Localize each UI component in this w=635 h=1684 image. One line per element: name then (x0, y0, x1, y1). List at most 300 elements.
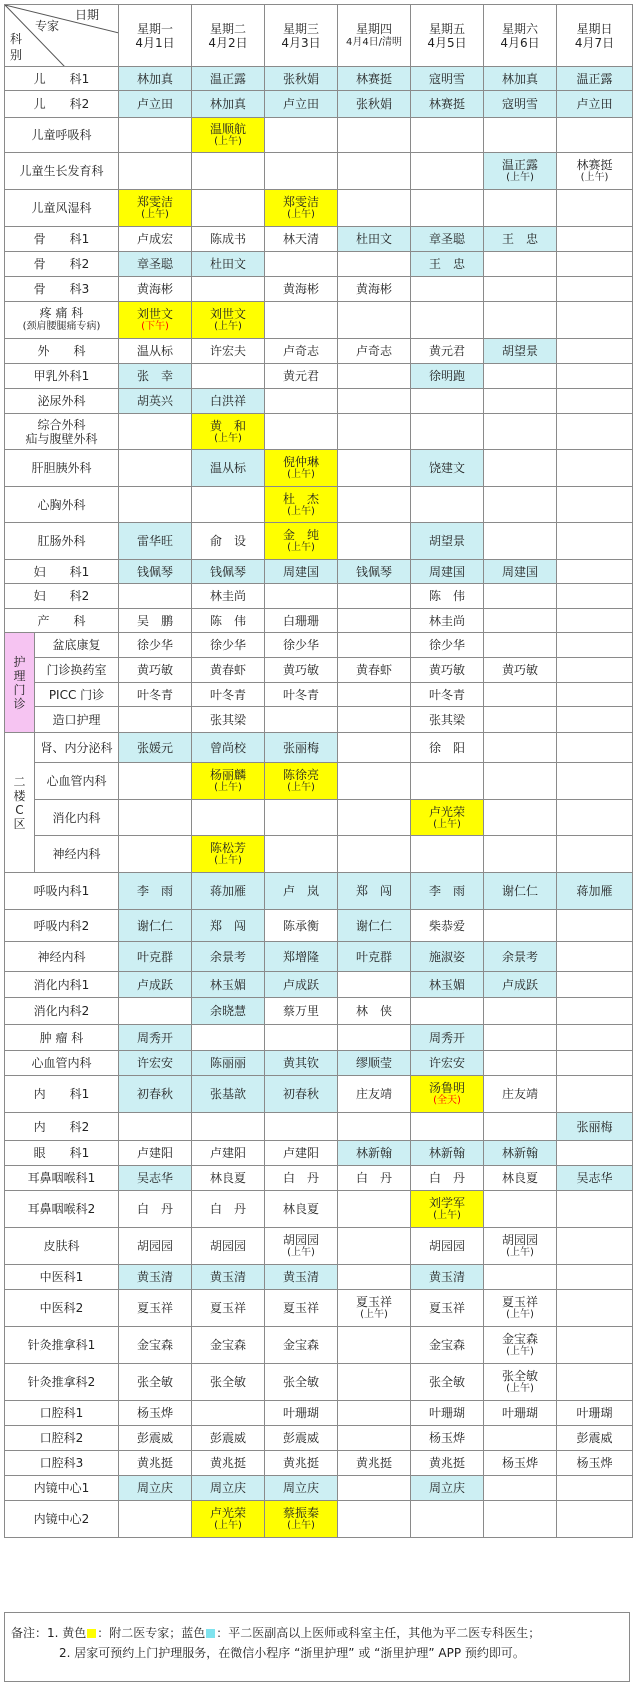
doctor-cell (265, 1076, 338, 1113)
doctor-name: 温正露 (501, 158, 538, 172)
doctor-cell (192, 1327, 265, 1364)
session-note: (上午) (506, 1247, 534, 1258)
doctor-cell (338, 584, 411, 609)
doctor-cell (119, 91, 192, 118)
doctor-cell (265, 1476, 338, 1501)
weekday-label: 星期三 (282, 21, 319, 36)
schedule-row (5, 1426, 633, 1451)
doctor-cell (119, 339, 192, 364)
doctor-name: 黄春虾 (355, 663, 392, 677)
doctor-name: 谢仁仁 (501, 884, 538, 898)
dept-cell (5, 972, 119, 998)
doctor-cell (119, 1501, 192, 1538)
dept-name: 肿 瘤 科 (39, 1030, 84, 1045)
session-note: (上午) (506, 172, 534, 183)
doctor-cell (557, 707, 633, 733)
doctor-name: 林圭尚 (428, 613, 465, 628)
doctor-cell (484, 1401, 557, 1426)
session-note: (上午) (141, 209, 169, 220)
doctor-cell (265, 252, 338, 277)
doctor-cell (338, 1426, 411, 1451)
doctor-name: 夏玉祥 (501, 1295, 538, 1309)
doctor-cell (192, 1476, 265, 1501)
doctor-name: 林新翰 (501, 1146, 538, 1160)
doctor-cell (119, 560, 192, 584)
doctor-cell (265, 560, 338, 584)
doctor-cell (192, 998, 265, 1025)
dept-cell (35, 658, 119, 683)
doctor-cell (411, 560, 484, 584)
schedule-row (5, 450, 633, 487)
dept-name: 耳鼻咽喉科1 (27, 1171, 96, 1185)
date-label: 4月1日 (135, 35, 175, 50)
dept-name: 妇 科1 (33, 564, 90, 579)
doctor-name: 温正露 (576, 71, 613, 86)
dept-name: 中医科2 (39, 1301, 84, 1315)
doctor-cell (484, 1290, 557, 1327)
doctor-name: 俞 设 (209, 534, 246, 548)
footer-line-2: 2. 居家可预约上门护理服务，在微信小程序 “浙里护理” 或 “浙里护理” APP 预约即可。 (59, 1646, 525, 1660)
date-label: 4月3日 (281, 35, 321, 50)
doctor-name: 林良夏 (501, 1171, 538, 1185)
doctor-cell (557, 1141, 633, 1166)
doctor-cell (119, 67, 192, 91)
doctor-name: 叶珊瑚 (501, 1406, 538, 1420)
dept-name: 消化内科1 (33, 977, 90, 992)
doctor-name: 林 侠 (355, 1004, 392, 1018)
doctor-name: 林新翰 (428, 1146, 465, 1160)
doctor-cell (338, 1191, 411, 1228)
doctor-cell (119, 302, 192, 339)
doctor-cell (265, 302, 338, 339)
doctor-cell (192, 227, 265, 252)
dept-cell (5, 873, 119, 910)
doctor-name: 王 忠 (501, 232, 538, 246)
schedule-row (5, 487, 633, 523)
doctor-name: 叶珊瑚 (576, 1406, 613, 1420)
session-note: (上午) (287, 505, 315, 517)
dept-cell (35, 763, 119, 800)
doctor-name: 胡望景 (501, 344, 538, 358)
doctor-cell (557, 942, 633, 972)
doctor-name: 彭震威 (209, 1431, 246, 1445)
doctor-name: 卢立田 (136, 97, 173, 111)
doctor-name: 黄春虾 (209, 663, 246, 677)
doctor-name: 黄巧敏 (501, 663, 538, 677)
doctor-cell (557, 364, 633, 389)
doctor-cell (484, 584, 557, 609)
dept-name: 呼吸内科2 (33, 918, 90, 933)
doctor-cell (265, 1501, 338, 1538)
schedule-row (5, 364, 633, 389)
schedule-table (4, 4, 633, 1538)
doctor-cell (265, 227, 338, 252)
date-label: 4月4日/清明 (345, 36, 403, 48)
doctor-cell (119, 836, 192, 873)
dept-name: 泌尿外科 (37, 394, 86, 408)
doctor-cell (484, 733, 557, 763)
doctor-cell (484, 1051, 557, 1076)
doctor-cell (557, 800, 633, 836)
schedule-row (5, 1141, 633, 1166)
doctor-name: 杜 杰 (282, 491, 319, 506)
doctor-cell (484, 227, 557, 252)
doctor-cell (119, 1364, 192, 1401)
doctor-cell (265, 972, 338, 998)
doctor-cell (265, 450, 338, 487)
schedule-row (5, 836, 633, 873)
doctor-cell (484, 873, 557, 910)
doctor-cell (557, 1051, 633, 1076)
dept-name: 针灸推拿科2 (27, 1375, 96, 1389)
doctor-name: 胡园园 (501, 1233, 538, 1247)
doctor-cell (338, 1364, 411, 1401)
doctor-cell (119, 1327, 192, 1364)
doctor-cell (484, 1166, 557, 1191)
doctor-cell (338, 763, 411, 800)
doctor-cell (119, 998, 192, 1025)
doctor-cell (557, 190, 633, 227)
footer-text-a: 备注：1. 黄色 (11, 1626, 87, 1640)
doctor-cell (484, 364, 557, 389)
doctor-cell (338, 910, 411, 942)
doctor-cell (484, 1426, 557, 1451)
footer-line-1 (11, 1623, 623, 1643)
doctor-cell (192, 487, 265, 523)
session-note: (上午) (287, 1247, 315, 1258)
doctor-cell (411, 1051, 484, 1076)
schedule-row (5, 1113, 633, 1141)
doctor-cell (338, 414, 411, 450)
schedule-row (5, 1327, 633, 1364)
doctor-cell (557, 683, 633, 707)
session-note: (上午) (433, 1210, 461, 1221)
doctor-cell (192, 190, 265, 227)
doctor-cell (484, 763, 557, 800)
doctor-cell (411, 227, 484, 252)
dept-name: 呼吸内科1 (33, 884, 90, 898)
doctor-name: 林赛挺 (428, 97, 465, 111)
doctor-name: 钱佩琴 (136, 564, 173, 579)
doctor-name: 彭震威 (282, 1431, 319, 1445)
doctor-name: 倪仲琳 (282, 455, 319, 469)
doctor-name: 郑 闯 (355, 884, 392, 898)
doctor-name: 夏玉祥 (428, 1301, 465, 1315)
doctor-cell (484, 153, 557, 190)
doctor-name: 庄友靖 (355, 1087, 392, 1101)
doctor-cell (338, 118, 411, 153)
doctor-cell (338, 658, 411, 683)
doctor-name: 杜田文 (209, 257, 246, 271)
doctor-name: 卢光荣 (209, 1506, 246, 1520)
doctor-name: 金宝森 (136, 1338, 173, 1352)
dept-name: 内 科2 (33, 1119, 90, 1134)
doctor-cell (192, 364, 265, 389)
doctor-cell (411, 1364, 484, 1401)
doctor-cell (484, 339, 557, 364)
doctor-name: 胡望景 (428, 534, 465, 548)
yellow-swatch (87, 1629, 96, 1638)
doctor-cell (557, 1076, 633, 1113)
doctor-cell (411, 836, 484, 873)
header-corner (5, 5, 119, 67)
doctor-cell (192, 67, 265, 91)
schedule-row (5, 800, 633, 836)
doctor-cell (557, 91, 633, 118)
schedule-row (5, 763, 633, 800)
doctor-cell (338, 1228, 411, 1265)
day-header-3 (265, 5, 338, 67)
doctor-cell (192, 1265, 265, 1290)
doctor-name: 黄巧敏 (282, 663, 319, 677)
doctor-cell (119, 1265, 192, 1290)
doctor-cell (338, 450, 411, 487)
schedule-row (5, 998, 633, 1025)
doctor-name: 蒋加雁 (576, 884, 613, 898)
doctor-name: 蔡万里 (282, 1004, 319, 1018)
doctor-name: 徐少华 (282, 638, 319, 652)
doctor-cell (557, 1364, 633, 1401)
doctor-name: 张全敏 (282, 1375, 319, 1389)
doctor-cell (192, 972, 265, 998)
doctor-name: 柴恭爱 (428, 918, 465, 933)
doctor-cell (557, 1265, 633, 1290)
dept-cell (5, 1076, 119, 1113)
doctor-cell (557, 302, 633, 339)
doctor-cell (192, 942, 265, 972)
doctor-name: 郑雯洁 (282, 195, 319, 209)
doctor-cell (192, 302, 265, 339)
doctor-cell (265, 1265, 338, 1290)
doctor-cell (265, 609, 338, 633)
dept-cell (5, 414, 119, 450)
doctor-cell (484, 683, 557, 707)
doctor-name: 林加真 (501, 71, 538, 86)
doctor-cell (265, 1228, 338, 1265)
doctor-cell (411, 414, 484, 450)
dept-cell (35, 800, 119, 836)
session-note: (上午) (506, 1309, 534, 1320)
doctor-cell (338, 1451, 411, 1476)
doctor-name: 吴志华 (576, 1171, 613, 1185)
doctor-cell (338, 1327, 411, 1364)
doctor-name: 金宝森 (282, 1338, 319, 1352)
schedule-row (5, 277, 633, 302)
dept-cell (5, 942, 119, 972)
doctor-cell (119, 1290, 192, 1327)
doctor-cell (192, 1166, 265, 1191)
doctor-cell (265, 1025, 338, 1051)
doctor-cell (411, 998, 484, 1025)
doctor-cell (119, 1076, 192, 1113)
doctor-name: 黄玉清 (136, 1270, 173, 1284)
doctor-cell (265, 190, 338, 227)
dept-name: 骨 科3 (33, 282, 90, 296)
doctor-name: 吴 鹏 (136, 613, 173, 628)
doctor-cell (192, 836, 265, 873)
doctor-name: 钱佩琴 (355, 564, 392, 579)
doctor-cell (119, 1025, 192, 1051)
doctor-cell (192, 91, 265, 118)
doctor-cell (411, 763, 484, 800)
doctor-name: 黄其钦 (282, 1056, 319, 1070)
schedule-row (5, 1191, 633, 1228)
schedule-row (5, 302, 633, 339)
doctor-cell (338, 339, 411, 364)
doctor-cell (119, 1451, 192, 1476)
doctor-name: 黄兆挺 (282, 1456, 319, 1470)
doctor-cell (119, 364, 192, 389)
doctor-name: 周建国 (282, 564, 319, 579)
dept-name: 心血管内科 (31, 1056, 92, 1070)
dept-cell (5, 364, 119, 389)
schedule-row (5, 523, 633, 560)
dept-name: 中医科1 (39, 1270, 84, 1284)
doctor-name: 徐少华 (428, 638, 465, 652)
session-note: (上午) (214, 432, 242, 444)
schedule-row (5, 658, 633, 683)
doctor-name: 林加真 (136, 71, 173, 86)
dept-name: 疼 痛 科 (39, 306, 84, 320)
doctor-cell (119, 683, 192, 707)
doctor-cell (484, 1228, 557, 1265)
doctor-name: 黄海彬 (282, 282, 319, 296)
schedule-row (5, 153, 633, 190)
doctor-name: 余景考 (209, 949, 246, 964)
dept-cell (5, 523, 119, 560)
dept-cell (5, 1501, 119, 1538)
doctor-cell (192, 523, 265, 560)
doctor-cell (411, 364, 484, 389)
doctor-name: 林圭尚 (209, 589, 246, 603)
schedule-row (5, 584, 633, 609)
weekday-label: 星期一 (136, 21, 173, 36)
doctor-name: 徐少华 (136, 638, 173, 652)
doctor-name: 黄兆挺 (355, 1456, 392, 1470)
schedule-row (5, 1025, 633, 1051)
doctor-cell (557, 523, 633, 560)
session-note: (上午) (506, 1346, 534, 1357)
doctor-cell (484, 487, 557, 523)
doctor-cell (484, 998, 557, 1025)
doctor-cell (411, 1141, 484, 1166)
doctor-cell (557, 910, 633, 942)
doctor-cell (484, 1265, 557, 1290)
schedule-row (5, 683, 633, 707)
dept-name: 儿童呼吸科 (31, 128, 92, 142)
doctor-cell (557, 414, 633, 450)
doctor-cell (192, 763, 265, 800)
doctor-cell (192, 873, 265, 910)
schedule-row (5, 1076, 633, 1113)
schedule-row (5, 1051, 633, 1076)
doctor-cell (411, 67, 484, 91)
dept-name-line2: 疝与腹壁外科 (25, 431, 98, 446)
doctor-name: 周秀开 (428, 1030, 465, 1045)
dept-name: 针灸推拿科1 (27, 1338, 96, 1352)
doctor-cell (119, 942, 192, 972)
doctor-cell (411, 800, 484, 836)
doctor-cell (265, 1426, 338, 1451)
doctor-cell (484, 414, 557, 450)
doctor-name: 卢立田 (576, 97, 613, 111)
doctor-cell (265, 683, 338, 707)
doctor-name: 陈 伟 (209, 613, 246, 628)
doctor-cell (411, 450, 484, 487)
dept-name: 肛肠外科 (37, 534, 86, 548)
doctor-name: 彭震威 (576, 1431, 613, 1445)
doctor-cell (192, 658, 265, 683)
doctor-cell (119, 252, 192, 277)
doctor-cell (338, 1025, 411, 1051)
doctor-name: 叶珊瑚 (282, 1406, 319, 1420)
doctor-cell (557, 1191, 633, 1228)
dept-cell (5, 302, 119, 339)
doctor-name: 初春秋 (282, 1087, 319, 1101)
doctor-cell (411, 910, 484, 942)
date-label: 4月7日 (574, 35, 615, 50)
doctor-name: 夏玉祥 (136, 1301, 173, 1315)
session-note: (上午) (287, 1520, 315, 1531)
dept-name: 产 科 (37, 613, 86, 628)
doctor-cell (192, 1141, 265, 1166)
doctor-name: 郑增隆 (282, 949, 319, 964)
doctor-name: 刘世文 (209, 307, 246, 321)
doctor-cell (119, 1426, 192, 1451)
dept-cell (5, 1113, 119, 1141)
doctor-cell (338, 836, 411, 873)
dept-cell (5, 339, 119, 364)
dept-cell (5, 910, 119, 942)
dept-cell (5, 998, 119, 1025)
doctor-name: 张其梁 (209, 712, 246, 727)
corner-expert-label: 专家 (35, 19, 60, 33)
doctor-name: 寇明雪 (501, 97, 538, 111)
schedule-row (5, 707, 633, 733)
doctor-name: 叶冬青 (136, 687, 173, 702)
dept-cell (5, 1025, 119, 1051)
footer-notes (4, 1612, 630, 1682)
dept-name: 盆底康复 (52, 638, 101, 652)
doctor-cell (265, 1451, 338, 1476)
doctor-cell (338, 1290, 411, 1327)
doctor-cell (411, 1451, 484, 1476)
doctor-cell (338, 1113, 411, 1141)
dept-cell (5, 1265, 119, 1290)
doctor-cell (411, 1476, 484, 1501)
doctor-cell (557, 1166, 633, 1191)
doctor-cell (484, 1501, 557, 1538)
doctor-name: 林玉媚 (209, 977, 246, 992)
doctor-cell (484, 633, 557, 658)
doctor-cell (119, 1166, 192, 1191)
doctor-cell (411, 1228, 484, 1265)
doctor-cell (265, 873, 338, 910)
doctor-cell (119, 414, 192, 450)
doctor-cell (484, 67, 557, 91)
blue-swatch (206, 1629, 215, 1638)
doctor-cell (265, 389, 338, 414)
doctor-cell (338, 487, 411, 523)
doctor-cell (411, 1191, 484, 1228)
schedule-row (5, 252, 633, 277)
dept-name: 肾、内分泌科 (40, 740, 113, 755)
dept-cell (5, 1476, 119, 1501)
doctor-name: 余晓慧 (209, 1004, 246, 1018)
date-label: 4月5日 (427, 35, 467, 50)
doctor-name: 陈承衡 (282, 918, 319, 933)
dept-cell (5, 91, 119, 118)
